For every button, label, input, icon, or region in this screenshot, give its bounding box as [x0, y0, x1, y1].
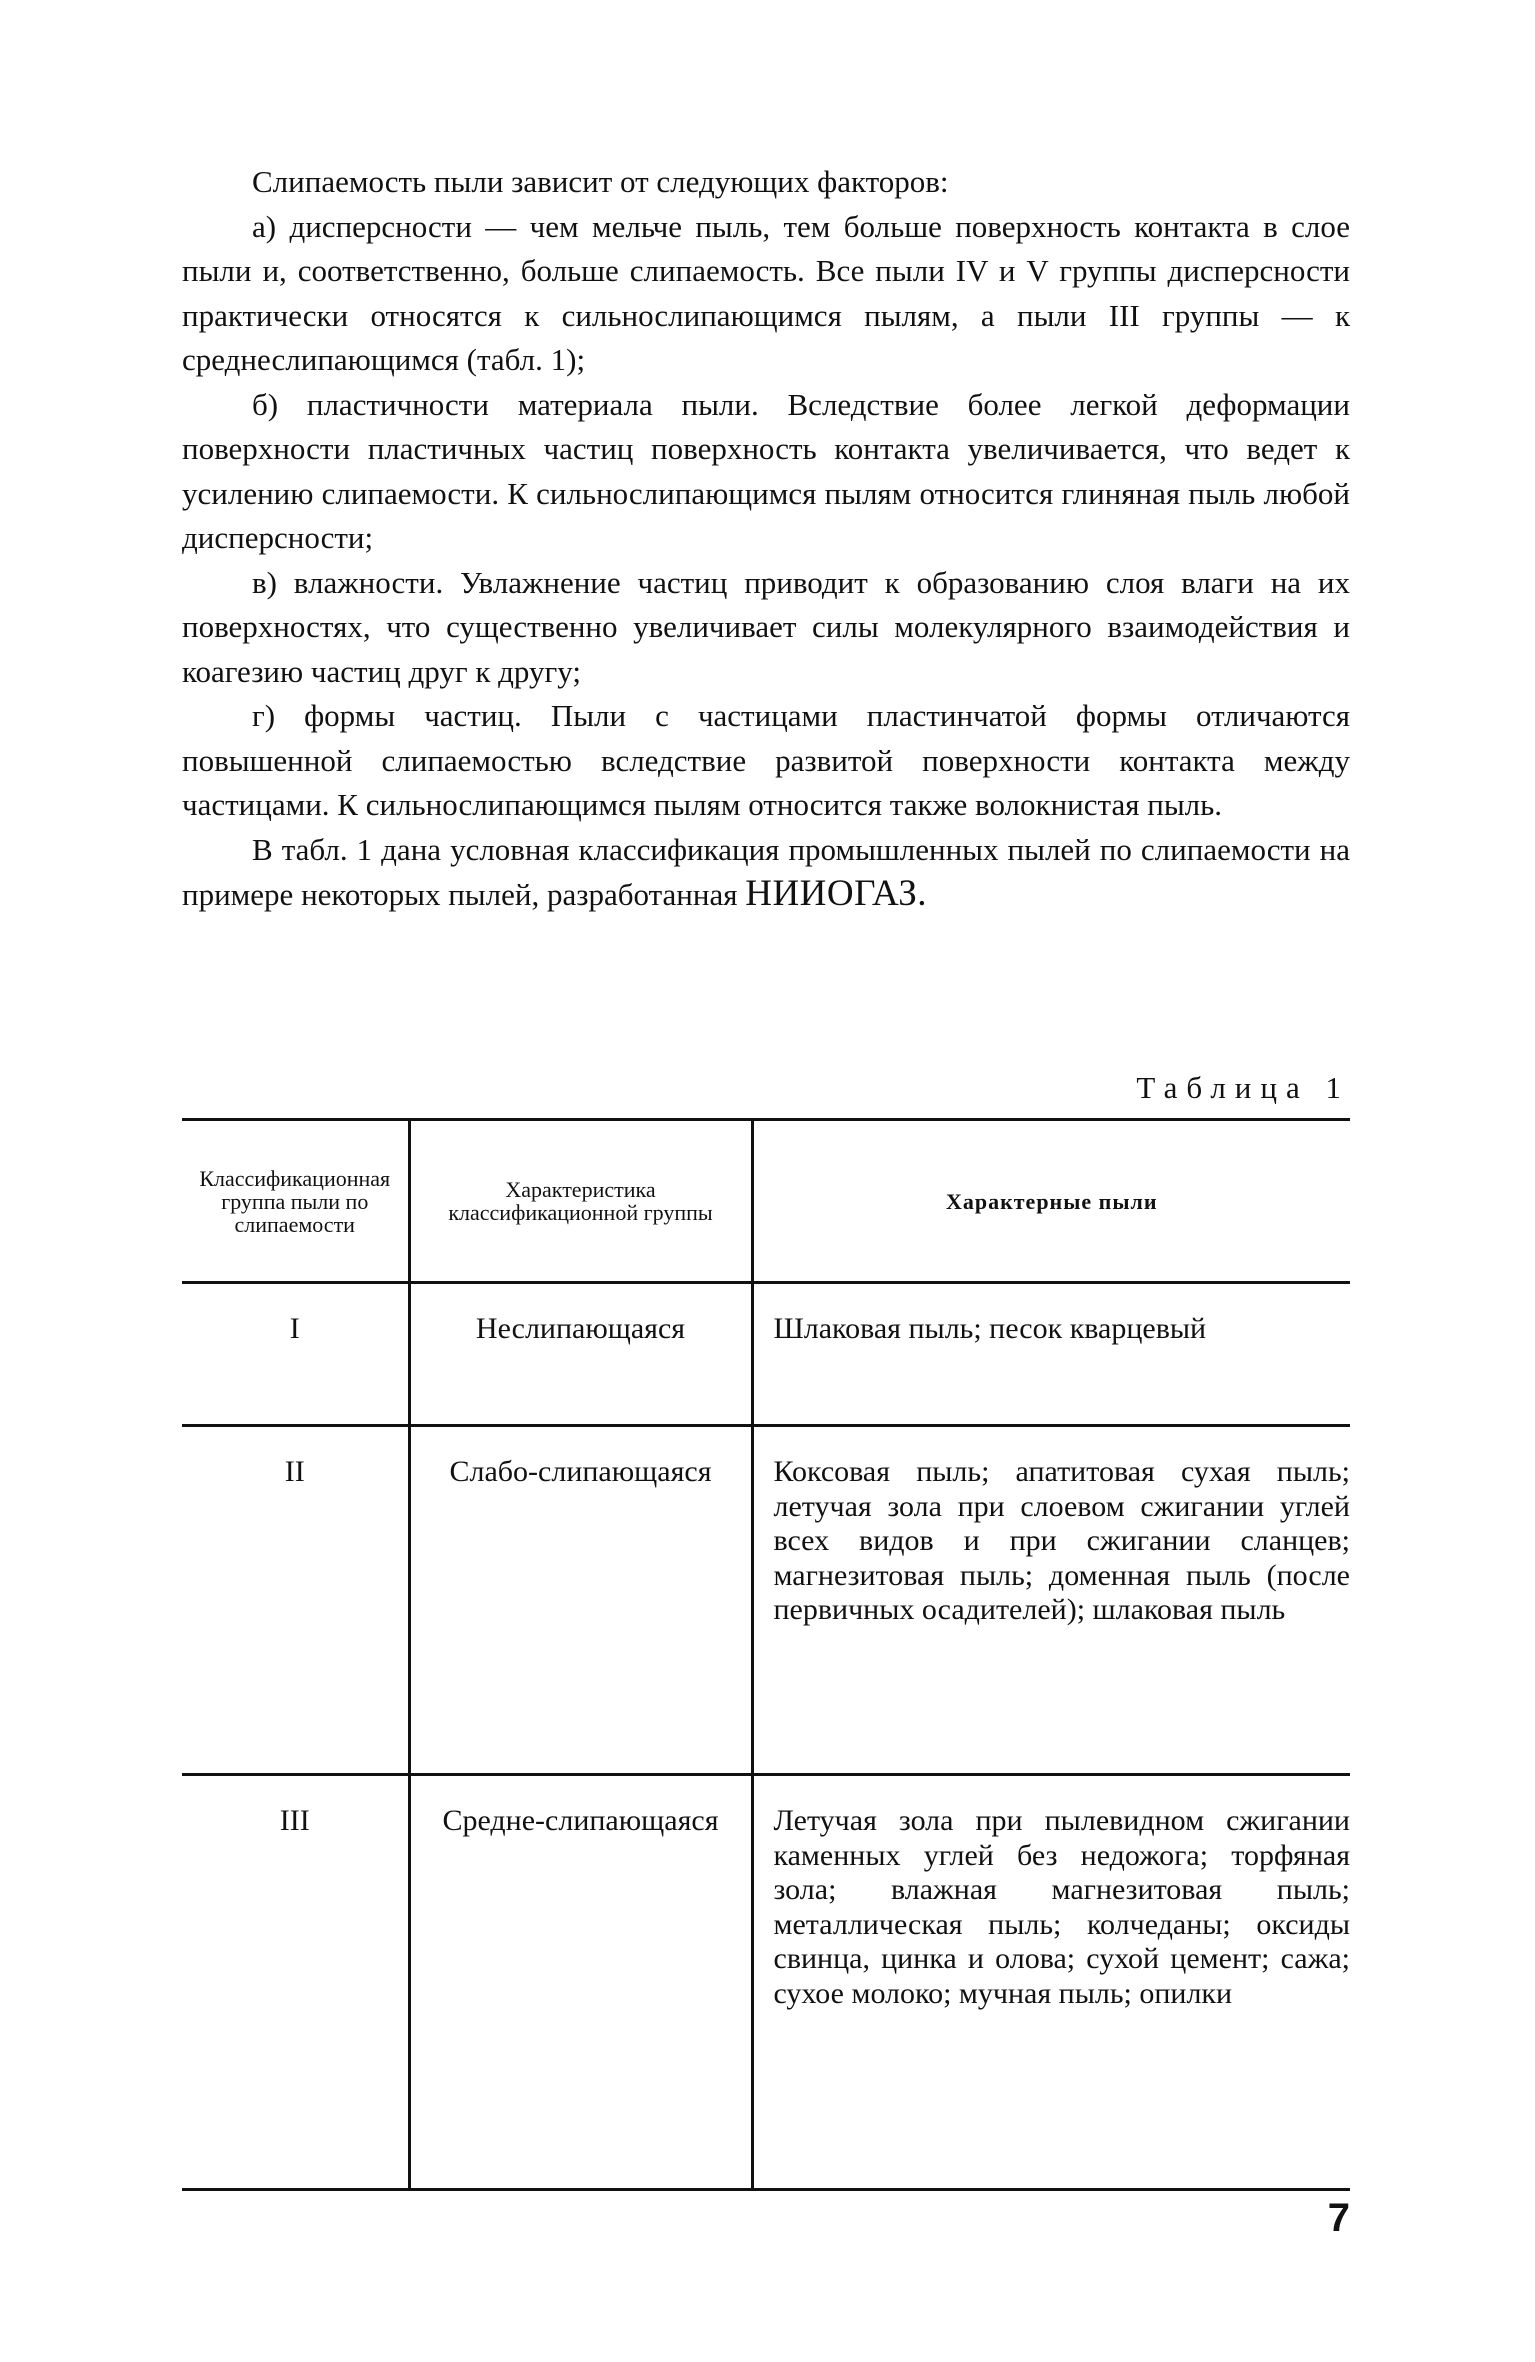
- cell-group: I: [289, 1312, 300, 1345]
- cell-group: III: [279, 1804, 310, 1837]
- paragraph-particle-shape: г) формы частиц. Пыли с частицами пластинчатой формы отличаются повышенной слипаемостью вследствие развитой поверхности контакта между частицами. К сильнослипающимся пылям относится также волокнистая пыль.: [182, 698, 1350, 822]
- paragraph-classification: [182, 828, 1350, 918]
- table-caption: Таблица 1: [1136, 1070, 1350, 1105]
- paragraph-intro: Слипаемость пыли зависит от следующих факторов:: [252, 164, 949, 199]
- paragraph-dispersity: а) дисперсности — чем мельче пыль, тем больше поверхность контакта в слое пыли и, соответственно, больше слипаемость. Все пыли IV и V группы дисперсности практически относятся к сильнослипающимся пылям, а пыли III группы — к среднеслипающимся (табл. 1);: [182, 208, 1350, 377]
- cell-group: II: [284, 1455, 305, 1488]
- header-dusts: Характерные пыли: [752, 1120, 1350, 1283]
- header-characteristic: Характеристика классификационной группы: [409, 1120, 752, 1283]
- table-row: [182, 1426, 1350, 1775]
- paragraph-moisture: в) влажности. Увлажнение частиц приводит к образованию слоя влаги на их поверхностях, что существенно увеличивает силы молекулярного взаимодействия и коагезию частиц друг к другу;: [182, 564, 1350, 689]
- cell-characteristic: Средне-слипающаяся: [409, 1775, 752, 2190]
- cell-dusts: Летучая зола при пылевидном сжигании каменных углей без недожога; торфяная зола; влажная магнезитовая пыль; металлическая пыль; колчеданы; оксиды свинца, цинка и олова; сухой цемент; сажа; сухое молоко; мучная пыль; опилки: [752, 1775, 1350, 2190]
- cell-characteristic: Неслипающаяся: [409, 1283, 752, 1426]
- cell-dusts: Шлаковая пыль; песок кварцевый: [752, 1283, 1350, 1426]
- paragraph-plasticity: б) пластичности материала пыли. Вследствие более легкой деформации поверхности пластичных частиц поверхность контакта увеличивается, что ведет к усилению слипаемости. К сильнослипающимся пылям относится глиняная пыль любой дисперсности;: [182, 386, 1350, 555]
- paragraph-classification-text: В табл. 1 дана условная классификация промышленных пылей по слипаемости на примере некоторых пылей, разработанная: [182, 831, 1350, 912]
- table-row: [182, 1775, 1350, 2190]
- organization-name: НИИОГАЗ.: [745, 873, 928, 914]
- body-text: [182, 160, 1350, 918]
- cell-characteristic: Слабо-слипающаяся: [409, 1426, 752, 1775]
- dust-classification-table: [182, 1118, 1350, 2191]
- page-number: 7: [1327, 2196, 1350, 2240]
- table-header-row: [182, 1120, 1350, 1283]
- header-group: Классификационная группа пыли по слипаемости: [199, 1165, 391, 1237]
- table-row: [182, 1283, 1350, 1426]
- cell-dusts: Коксовая пыль; апатитовая сухая пыль; летучая зола при слоевом сжигании углей всех видов и при сжигании сланцев; магнезитовая пыль; доменная пыль (после первичных осадителей); шлаковая пыль: [752, 1426, 1350, 1775]
